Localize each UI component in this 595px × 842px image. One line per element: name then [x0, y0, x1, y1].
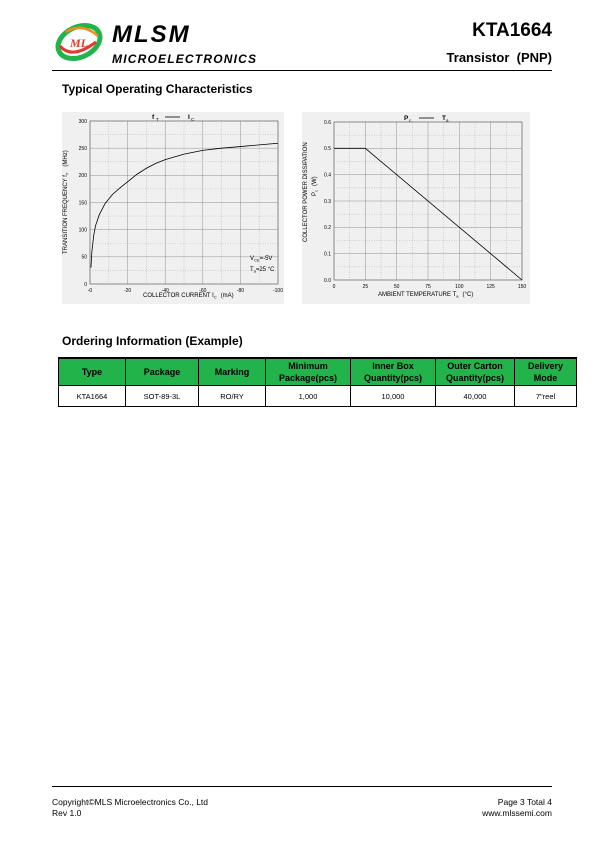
footer-copyright: Copyright©MLS Microelectronics Co., Ltd	[52, 797, 209, 807]
annotation-ta: $T_a=25$ °C	[250, 267, 275, 274]
column-header-line: Minimum	[288, 361, 328, 371]
table-header-row	[59, 358, 577, 386]
x-tick-label: -20	[123, 288, 132, 294]
brand-subtitle: MICROELECTRONICS	[112, 52, 258, 66]
y-tick-label: 100	[78, 227, 87, 234]
column-header-line: Package(pcs)	[278, 373, 338, 383]
table-cell: 1,000	[266, 386, 351, 407]
column-header-line: Quantity(pcs)	[363, 373, 422, 383]
column-header-line: Package	[143, 367, 181, 377]
column-header	[436, 358, 515, 386]
x-tick-label: 0	[332, 284, 336, 290]
column-header-line: Outer Carton	[447, 361, 503, 371]
x-tick-label: -60	[199, 288, 207, 294]
column-header-line: Type	[81, 367, 103, 377]
column-header-line: Mode	[533, 373, 558, 383]
footer-page: Page 3 Total 4	[497, 797, 552, 807]
x-tick-label: 50	[393, 284, 400, 290]
column-header-line: Marking	[214, 367, 250, 377]
header-rule	[52, 70, 552, 71]
table-row	[59, 386, 577, 407]
chart-background	[62, 112, 284, 304]
x-tick-label: -100	[272, 288, 284, 294]
column-header	[351, 358, 436, 386]
x-axis-label: COLLECTOR CURRENT $I_C$ (mA)	[143, 293, 234, 300]
footer-rev: Rev 1.0	[52, 808, 82, 818]
y-tick-label: 200	[78, 173, 87, 180]
y-tick-label: 0.0	[324, 277, 331, 284]
x-tick-label: 75	[425, 284, 431, 290]
part-number: KTA1664	[472, 20, 552, 41]
y-tick-label: 0.3	[324, 198, 331, 205]
column-header-line: Delivery	[527, 361, 564, 371]
y-axis-label: TRANSITION FREQUENCY $f_T(MHz)$	[63, 150, 70, 254]
y-tick-label: 0.4	[324, 172, 331, 179]
table-cell: 40,000	[436, 386, 515, 407]
column-header-line: Inner Box	[372, 361, 414, 371]
x-tick-label: 150	[517, 284, 527, 290]
table-cell: RO/RY	[199, 386, 266, 407]
table-cell: 10,000	[351, 386, 436, 407]
x-tick-label: 125	[486, 284, 495, 290]
x-tick-label: -80	[236, 288, 245, 294]
y-tick-label: 300	[78, 118, 87, 125]
footer-website: www.mlssemi.com	[482, 808, 552, 818]
column-header-line: Quantity(pcs)	[445, 373, 504, 383]
legend-left-sub: T	[156, 117, 159, 122]
legend-right: T	[442, 115, 446, 122]
power-dissipation-chart	[298, 108, 534, 308]
y-axis-label-2: $P_c(W)$	[312, 176, 319, 196]
legend-right-sub: C	[191, 117, 195, 122]
legend-left: P	[404, 115, 409, 122]
legend-right: I	[188, 114, 190, 121]
part-type: Transistor (PNP)	[446, 50, 552, 65]
column-header	[126, 358, 199, 386]
y-tick-label: 250	[78, 145, 87, 152]
y-tick-label: 0.2	[324, 225, 331, 232]
footer-rule	[52, 786, 552, 787]
legend-left: f	[152, 114, 155, 121]
ordering-table	[58, 357, 577, 407]
logo-text: ML	[70, 36, 88, 50]
y-tick-label: 50	[81, 254, 87, 261]
x-tick-label: -40	[161, 288, 169, 294]
mlsm-logo	[52, 22, 106, 62]
x-tick-label: -0	[87, 288, 93, 294]
column-header	[266, 358, 351, 386]
table-cell: SOT-89-3L	[126, 386, 199, 407]
column-header	[199, 358, 266, 386]
y-tick-label: 0.5	[324, 146, 331, 153]
y-tick-label: 0	[84, 281, 87, 288]
transition-frequency-chart	[58, 108, 288, 308]
legend-right-sub: a	[446, 118, 449, 123]
x-axis-label: AMBIENT TEMPERATURE $T_a$ (°C)	[378, 292, 474, 299]
annotation-vce: $V_{CE}=-5V$	[250, 256, 273, 263]
chart-background	[302, 112, 530, 304]
section-title-ordering: Ordering Information (Example)	[62, 334, 243, 348]
x-tick-label: 100	[455, 284, 464, 290]
section-title-typical: Typical Operating Characteristics	[62, 82, 253, 96]
legend-left-sub: c	[409, 118, 412, 123]
y-axis-label: COLLECTOR POWER DISSIPATION	[303, 142, 309, 242]
y-tick-label: 0.6	[324, 119, 331, 126]
column-header	[515, 358, 577, 386]
y-tick-label: 0.1	[324, 251, 331, 258]
brand-name: MLSM	[112, 21, 191, 48]
x-tick-label: 25	[362, 284, 369, 290]
column-header	[59, 358, 126, 386]
table-cell: 7"reel	[515, 386, 577, 407]
y-tick-label: 150	[78, 200, 87, 207]
table-cell: KTA1664	[59, 386, 126, 407]
